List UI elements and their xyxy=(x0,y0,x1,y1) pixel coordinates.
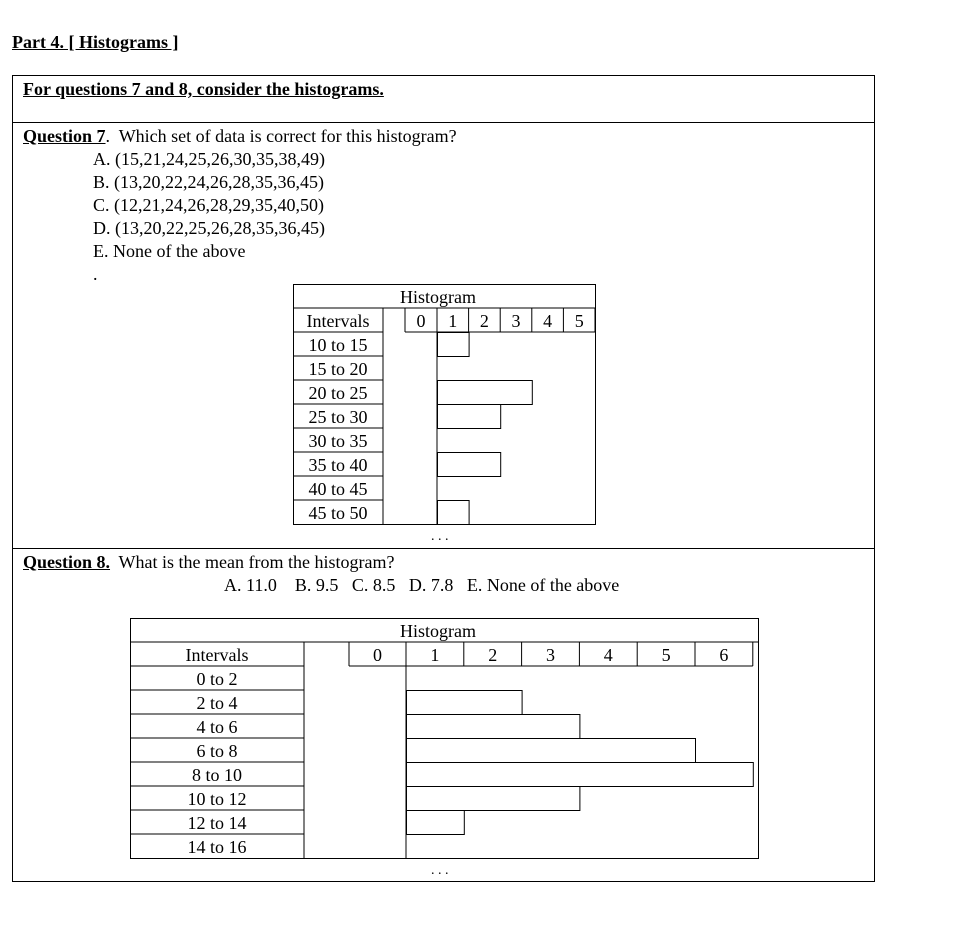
q7-option-c: C. (12,21,24,26,28,29,35,40,50) xyxy=(93,195,324,215)
hist2-bar xyxy=(407,811,465,835)
hist1-tick-label: 3 xyxy=(511,311,521,331)
intro-text: For questions 7 and 8, consider the histograms. xyxy=(23,79,384,99)
hist2-tick-label: 2 xyxy=(488,645,498,665)
hist1-bar xyxy=(438,453,501,477)
hist2-bar xyxy=(407,739,696,763)
q7-option-a: A. (15,21,24,25,26,30,35,38,49) xyxy=(93,149,325,169)
hist2-tick-label: 6 xyxy=(719,645,729,665)
hist2-bar xyxy=(407,715,580,739)
hist2-interval-label: 10 to 12 xyxy=(187,789,247,809)
hist1-interval-label: 15 to 20 xyxy=(308,359,368,379)
hist1-intervals-header: Intervals xyxy=(306,311,370,331)
hist1-tick-label: 2 xyxy=(479,311,489,331)
hist2-bar xyxy=(407,787,580,811)
hist2-tick-label: 5 xyxy=(661,645,671,665)
hist2-interval-label: 0 to 2 xyxy=(196,669,238,689)
hist2-interval-label: 14 to 16 xyxy=(187,837,247,857)
hist1-bar xyxy=(438,405,501,429)
hist1-tick-label: 0 xyxy=(416,311,426,331)
hist1-tick-label: 4 xyxy=(543,311,553,331)
q7-option-b: B. (13,20,22,24,26,28,35,36,45) xyxy=(93,172,324,192)
hist2-bar xyxy=(407,691,523,715)
hist1-interval-label: 35 to 40 xyxy=(308,455,368,475)
q8-ellipsis: . . . xyxy=(431,863,449,878)
hist2-interval-label: 12 to 14 xyxy=(187,813,247,833)
hist2-interval-label: 8 to 10 xyxy=(191,765,243,785)
hist2-interval-label: 6 to 8 xyxy=(196,741,238,761)
hist1-tick-label: 5 xyxy=(574,311,584,331)
hist2-tick-label: 1 xyxy=(430,645,440,665)
q7-ellipsis: . . . xyxy=(431,529,449,544)
question-8-label: Question 8. xyxy=(23,552,111,572)
question-8-text: What is the mean from the histogram? xyxy=(118,552,395,572)
question-7-label: Question 7 xyxy=(23,126,106,146)
q8-options: A. 11.0 B. 9.5 C. 8.5 D. 7.8 E. None of the above xyxy=(224,575,620,595)
hist1-bar xyxy=(438,381,533,405)
hist1-interval-label: 30 to 35 xyxy=(308,431,368,451)
q7-option-d: D. (13,20,22,25,26,28,35,36,45) xyxy=(93,218,325,238)
question-7-text: . Which set of data is correct for this histogram? xyxy=(105,126,457,146)
hist1-interval-label: 10 to 15 xyxy=(308,335,368,355)
hist2-interval-label: 2 to 4 xyxy=(196,693,238,713)
hist2-tick-label: 4 xyxy=(603,645,613,665)
hist1-interval-label: 20 to 25 xyxy=(308,383,368,403)
hist2-interval-label: 4 to 6 xyxy=(196,717,238,737)
hist1-tick-label: 1 xyxy=(448,311,458,331)
part-title: Part 4. [ Histograms ] xyxy=(12,32,179,52)
hist1-interval-label: 40 to 45 xyxy=(308,479,368,499)
hist2-tick-label: 0 xyxy=(373,645,382,665)
q7-option-e: E. None of the above xyxy=(93,241,246,261)
hist2-tick-label: 3 xyxy=(546,645,555,665)
hist1-bar xyxy=(438,333,470,357)
q7-dot: . xyxy=(93,264,98,284)
hist1-interval-label: 45 to 50 xyxy=(308,503,368,523)
hist1-bar xyxy=(438,501,470,525)
hist2-bar xyxy=(407,763,754,787)
hist1-interval-label: 25 to 30 xyxy=(308,407,368,427)
hist2-intervals-header: Intervals xyxy=(185,645,249,665)
hist1-title: Histogram xyxy=(400,287,476,307)
hist2-title: Histogram xyxy=(400,621,476,641)
